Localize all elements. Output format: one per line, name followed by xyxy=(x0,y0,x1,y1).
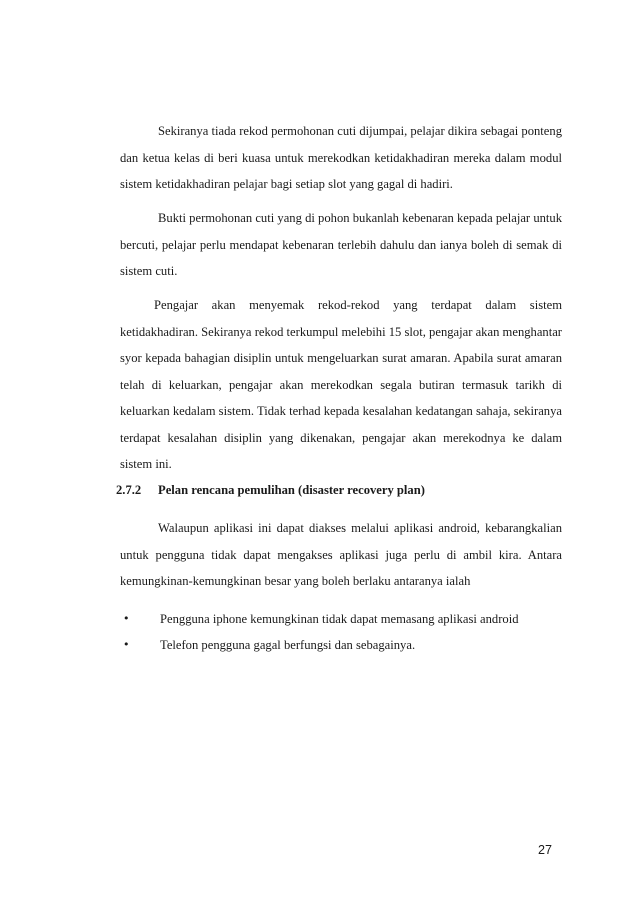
list-item xyxy=(120,632,519,658)
section-number: 2.7.2 xyxy=(116,483,142,497)
bullet-icon: • xyxy=(123,612,130,625)
section-paragraph: Walaupun aplikasi ini dapat diakses melalui aplikasi android, kebarangkalian untuk pengguna tidak dapat mengakses aplikasi juga perlu di ambil kira. Antara kemungkinan-kemungkinan besar yang boleh berlaku antaranya ialah xyxy=(120,521,562,588)
body-paragraph-1: Sekiranya tiada rekod permohonan cuti dijumpai, pelajar dikira sebagai ponteng dan ketua kelas di beri kuasa untuk merekodkan ketidakhadiran mereka dalam modul sistem ketidakhadiran pelajar bagi setiap slot yang gagal di hadiri. xyxy=(120,124,562,191)
body-paragraph-3: Pengajar akan menyemak rekod-rekod yang terdapat dalam sistem ketidakhadiran. Sekiranya rekod terkumpul melebihi 15 slot, pengajar akan menghantar syor kepada bahagian disiplin untuk mengeluarkan surat amaran. Apabila surat amaran telah di keluarkan, pengajar akan merekodkan segala butiran termasuk tarikh di keluarkan kedalam sistem. Tidak terhad kepada kesalahan kedatangan sahaja, sekiranya terdapat kesalahan disiplin yang dikenakan, pengajar akan merekodnya ke dalam sistem ini. xyxy=(120,298,562,471)
page-number: 27 xyxy=(538,843,553,857)
section-heading xyxy=(116,477,425,503)
bullet-icon: • xyxy=(123,638,130,651)
section-title: Pelan rencana pemulihan (disaster recovery plan) xyxy=(158,483,425,497)
list-item-text: Telefon pengguna gagal berfungsi dan sebagainya. xyxy=(160,638,416,652)
body-paragraph-2: Bukti permohonan cuti yang di pohon bukanlah kebenaran kepada pelajar untuk bercuti, pelajar perlu mendapat kebenaran terlebih dahulu dan ianya boleh di semak di sistem cuti. xyxy=(120,211,562,278)
list-item-text: Pengguna iphone kemungkinan tidak dapat memasang aplikasi android xyxy=(160,612,519,626)
list-item xyxy=(120,606,519,632)
bullet-list xyxy=(120,606,519,658)
